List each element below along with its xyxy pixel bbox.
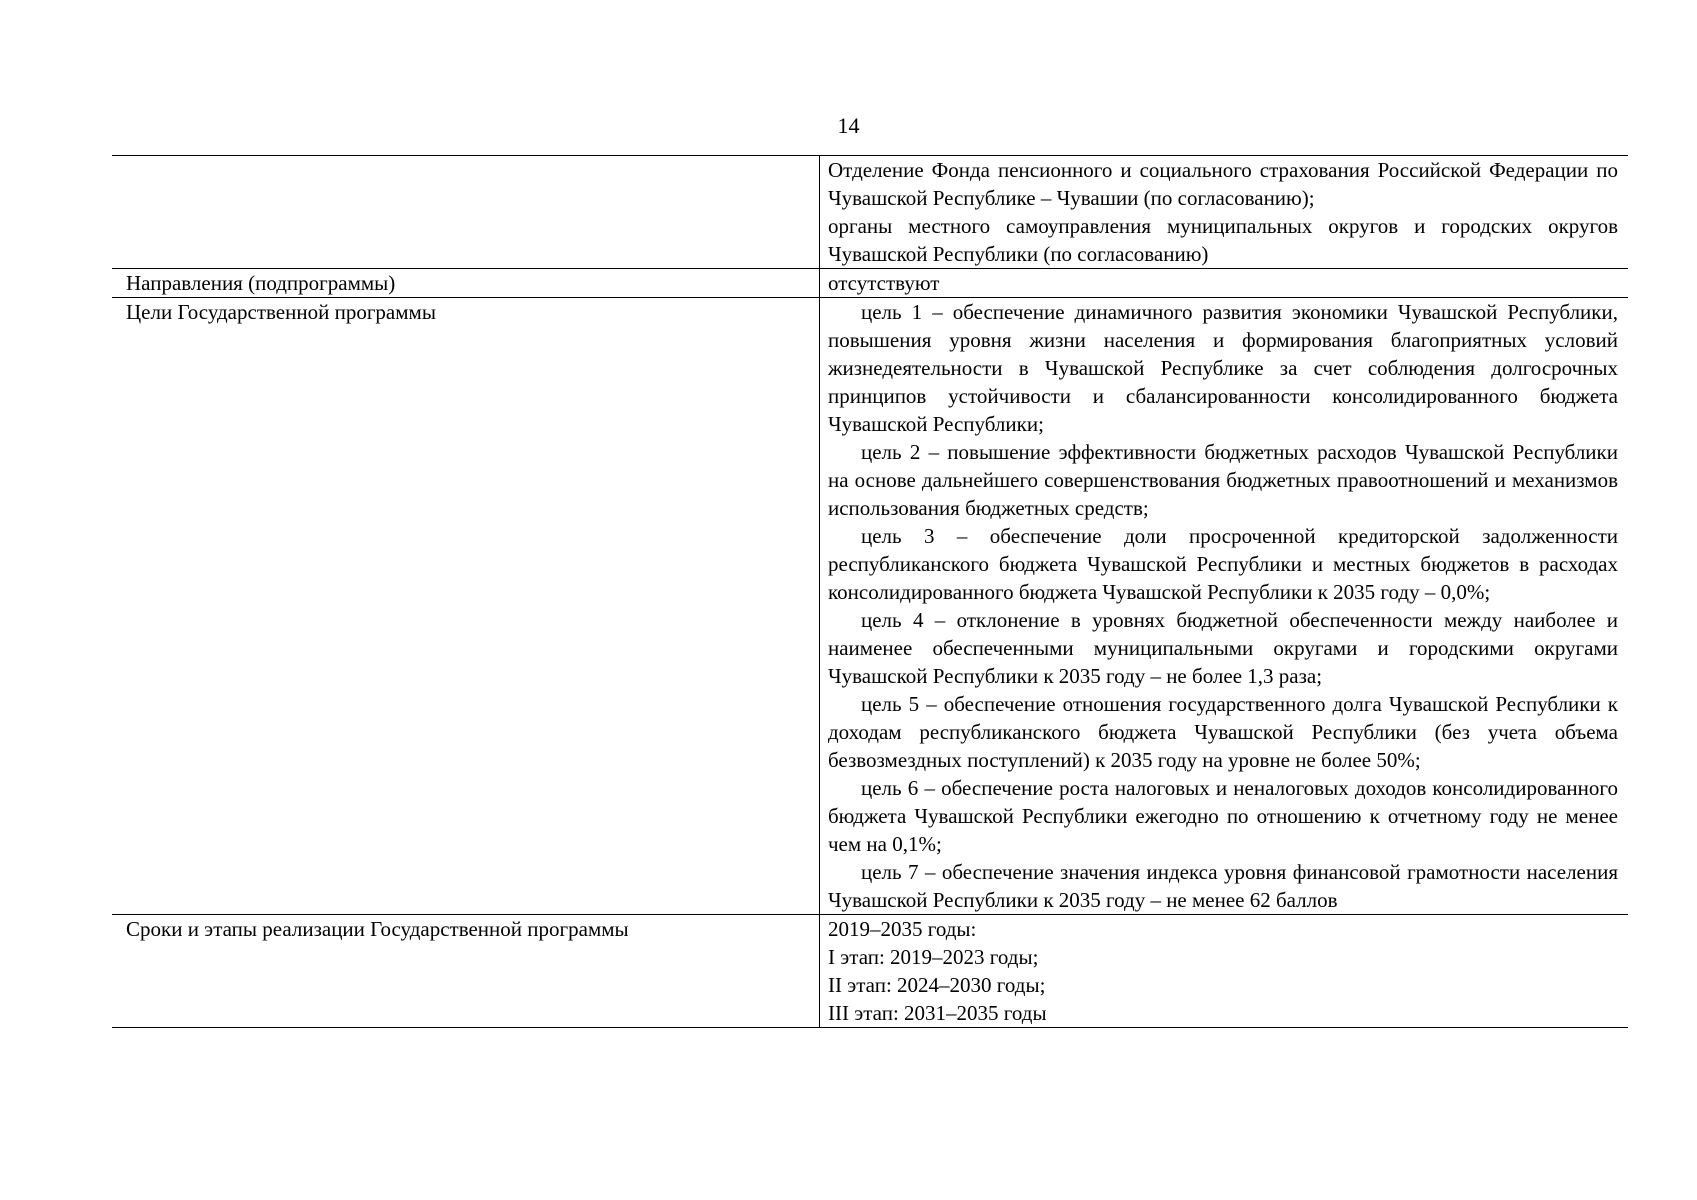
row-value-executors	[820, 156, 1629, 269]
directions-value: отсутствуют	[828, 271, 940, 295]
goal-item: цель 7 – обеспечение значения индекса уровня финансовой грамотности населения Чувашской Республики к 2035 году – не менее 62 баллов	[828, 860, 1618, 912]
stage-line: I этап: 2019–2023 годы;	[828, 945, 1039, 969]
table-row-executors	[112, 156, 1628, 269]
goal-item: цель 3 – обеспечение доли просроченной кредиторской задолженности республиканского бюджета Чувашской Республики и местных бюджетов в расходах консолидированного бюджета Чувашской Республики к 2035 году – 0,0%;	[828, 524, 1618, 604]
goal-item: цель 2 – повышение эффективности бюджетных расходов Чувашской Республики на основе дальнейшего совершенствования бюджетных правоотношений и механизмов использования бюджетных средств;	[828, 440, 1618, 520]
goal-item: цель 4 – отклонение в уровнях бюджетной обеспеченности между наиболее и наименее обеспеченными муниципальными округами и городскими округами Чувашской Республики к 2035 году – не более 1,3 раза;	[828, 608, 1618, 688]
table-row-goals	[112, 298, 1628, 915]
page-number: 14	[837, 113, 860, 138]
row-label-empty	[112, 156, 820, 269]
executor-line: Отделение Фонда пенсионного и социального страхования Российской Федерации по Чувашской Республике – Чувашии (по согласованию);	[828, 158, 1618, 210]
executor-line: органы местного самоуправления муниципальных округов и городских округов Чувашской Республики (по согласованию)	[828, 214, 1618, 266]
stage-line: II этап: 2024–2030 годы;	[828, 973, 1046, 997]
row-label-directions: Направления (подпрограммы)	[112, 269, 820, 298]
stage-line: III этап: 2031–2035 годы	[828, 1001, 1047, 1025]
goal-item: цель 1 – обеспечение динамичного развития экономики Чувашской Республики, повышения уровня жизни населения и формирования благоприятных условий жизнедеятельности в Чувашской Республике за счет соблюдения долгосрочных принципов устойчивости и сбалансированности консолидированного бюджета Чувашской Республики;	[828, 300, 1618, 436]
goal-item: цель 6 – обеспечение роста налоговых и неналоговых доходов консолидированного бюджета Чувашской Республики ежегодно по отношению к отчетному году не менее чем на 0,1%;	[828, 776, 1618, 856]
row-label-goals: Цели Государственной программы	[112, 298, 820, 915]
row-value-goals	[820, 298, 1629, 915]
program-passport-table	[112, 155, 1628, 1028]
row-label-terms: Сроки и этапы реализации Государственной программы	[112, 915, 820, 1028]
row-value-directions	[820, 269, 1629, 298]
row-value-terms	[820, 915, 1629, 1028]
stage-line: 2019–2035 годы:	[828, 917, 977, 941]
goal-item: цель 5 – обеспечение отношения государственного долга Чувашской Республики к доходам республиканского бюджета Чувашской Республики (без учета объема безвозмездных поступлений) к 2035 году на уровне не более 50%;	[828, 692, 1618, 772]
table-row-directions	[112, 269, 1628, 298]
table-row-terms	[112, 915, 1628, 1028]
